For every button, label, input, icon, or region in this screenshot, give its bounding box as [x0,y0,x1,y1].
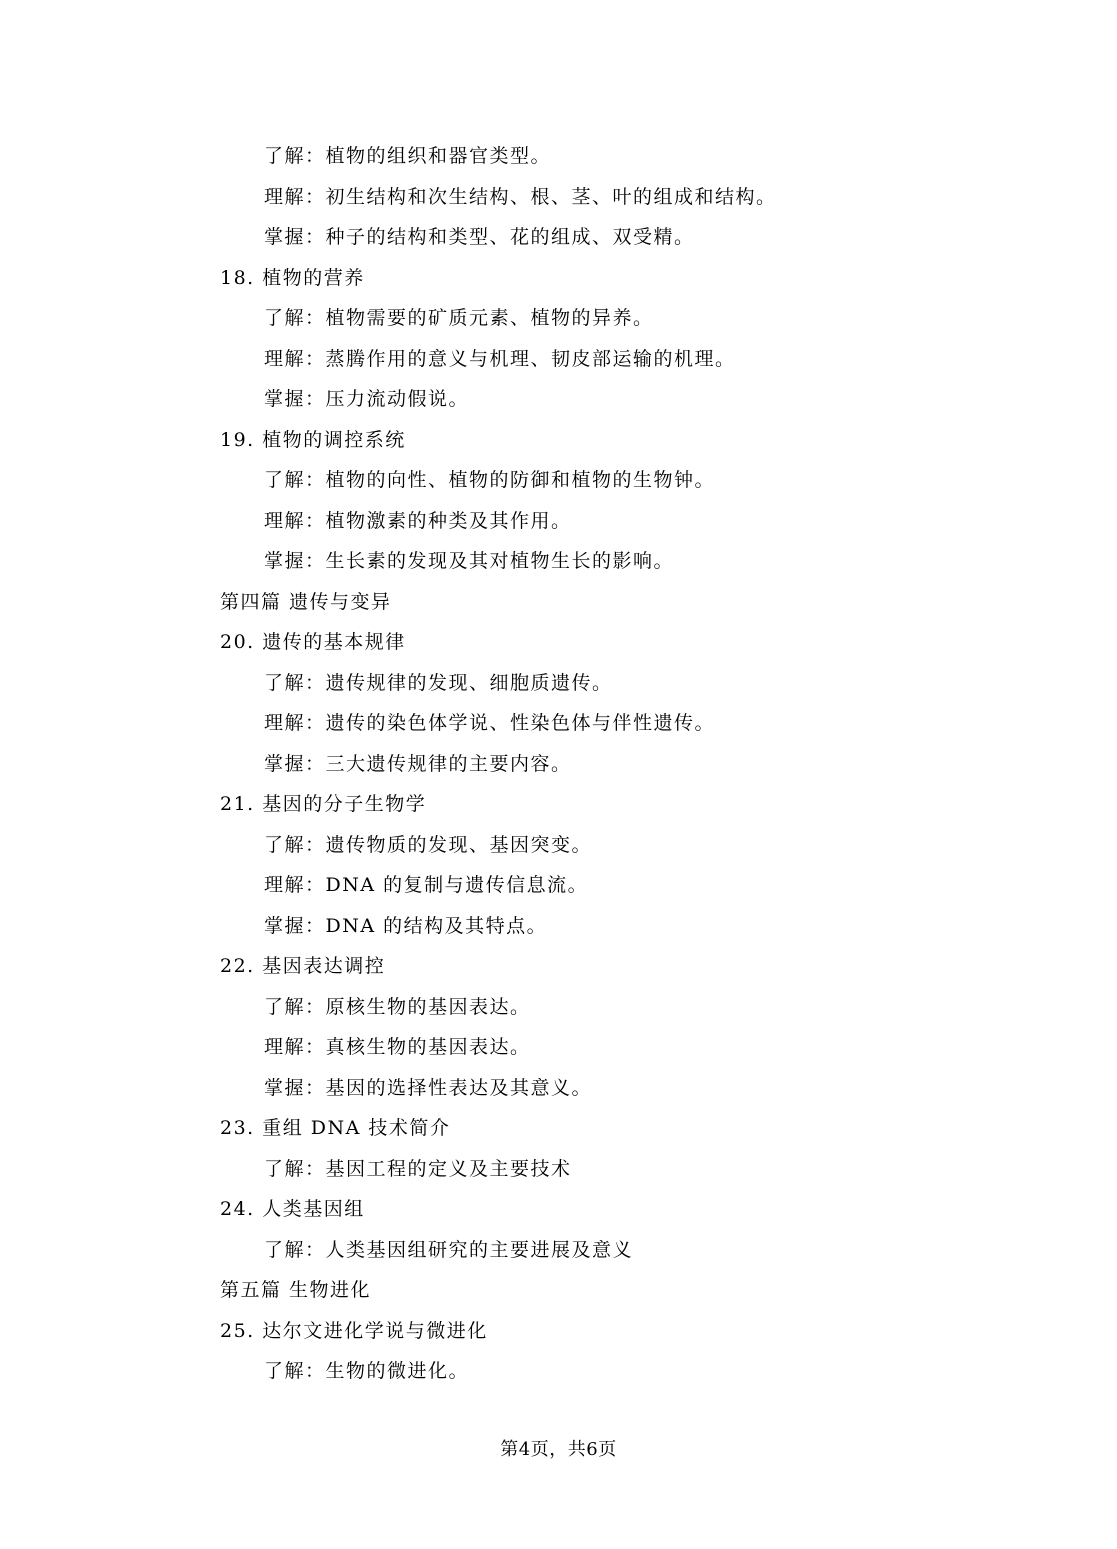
part-heading: 第四篇 遗传与变异 [220,591,392,613]
section-heading: 24. 人类基因组 [220,1198,365,1220]
section-heading: 22. 基因表达调控 [220,955,386,977]
section-heading: 19. 植物的调控系统 [220,429,406,451]
page-number-footer: 第4页，共6页 [500,1439,617,1460]
text-line: 掌握：三大遗传规律的主要内容。 [264,753,572,775]
text-line: 掌握：生长素的发现及其对植物生长的影响。 [264,550,675,572]
section-heading: 21. 基因的分子生物学 [220,793,427,815]
text-line: 了解：基因工程的定义及主要技术 [264,1158,572,1180]
text-line: 了解：人类基因组研究的主要进展及意义 [264,1239,634,1261]
text-line: 掌握：DNA 的结构及其特点。 [264,915,548,937]
text-line: 了解：遗传物质的发现、基因突变。 [264,834,593,856]
text-line: 理解：遗传的染色体学说、性染色体与伴性遗传。 [264,712,716,734]
text-line: 了解：植物需要的矿质元素、植物的异养。 [264,307,654,329]
text-line: 理解：初生结构和次生结构、根、茎、叶的组成和结构。 [264,186,777,208]
section-heading: 23. 重组 DNA 技术简介 [220,1117,451,1139]
text-line: 了解：遗传规律的发现、细胞质遗传。 [264,672,613,694]
text-line: 掌握：种子的结构和类型、花的组成、双受精。 [264,226,695,248]
section-heading: 25. 达尔文进化学说与微进化 [220,1320,488,1342]
section-heading: 18. 植物的营养 [220,267,365,289]
section-heading: 20. 遗传的基本规律 [220,631,406,653]
part-heading: 第五篇 生物进化 [220,1279,372,1301]
text-line: 了解：原核生物的基因表达。 [264,996,531,1018]
text-line: 了解：植物的向性、植物的防御和植物的生物钟。 [264,469,716,491]
text-line: 理解：真核生物的基因表达。 [264,1036,531,1058]
text-line: 掌握：压力流动假说。 [264,388,470,410]
text-line: 掌握：基因的选择性表达及其意义。 [264,1077,593,1099]
text-line: 理解：植物激素的种类及其作用。 [264,510,572,532]
text-line: 理解：DNA 的复制与遗传信息流。 [264,874,589,896]
text-line: 理解：蒸腾作用的意义与机理、韧皮部运输的机理。 [264,348,736,370]
text-line: 了解：植物的组织和器官类型。 [264,145,552,167]
text-line: 了解：生物的微进化。 [264,1360,470,1382]
